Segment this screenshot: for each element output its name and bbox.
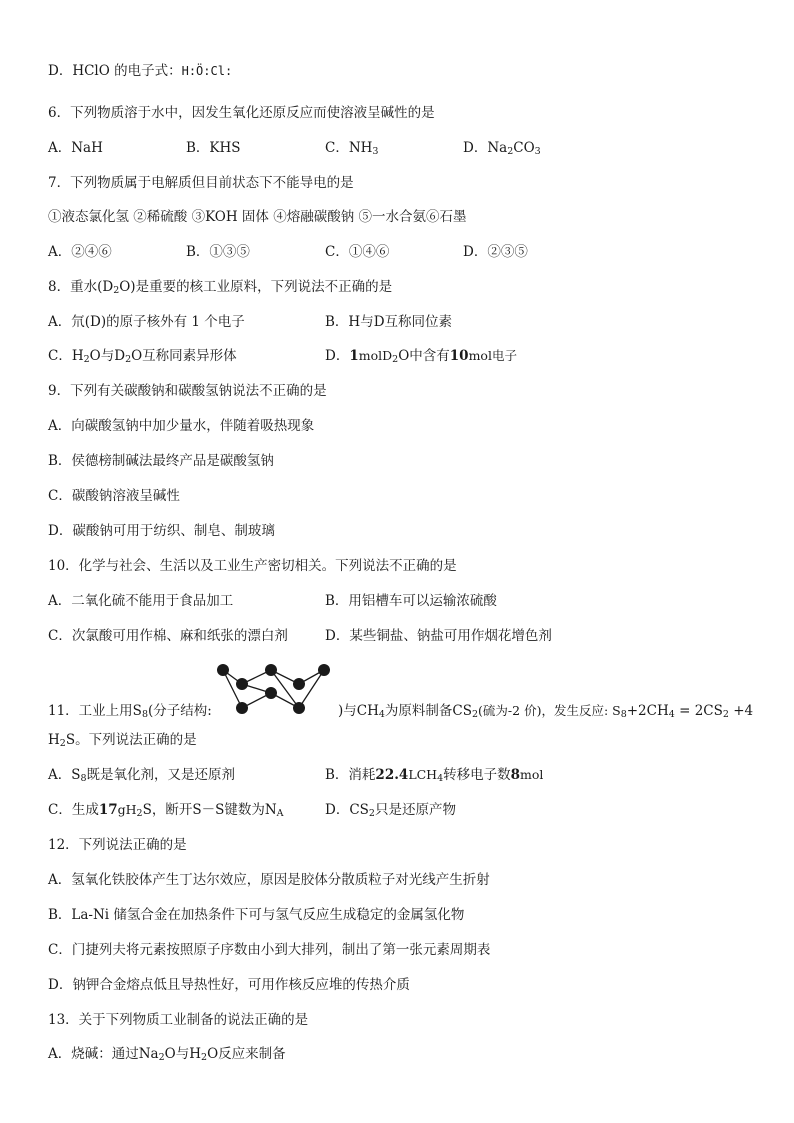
q8-d-t4: mol电子 bbox=[468, 348, 517, 363]
q11-c-t1: C．生成 bbox=[48, 802, 99, 818]
q11-a-s1: 8 bbox=[80, 773, 87, 784]
q11-l2-s1: 2 bbox=[59, 738, 66, 749]
q12-option-d: D．钠钾合金熔点低且导热性好，可用作核反应堆的传热介质 bbox=[48, 977, 410, 993]
q11-a-t1: A．S bbox=[48, 767, 81, 783]
q11-b-t3: 转移电子数 bbox=[443, 767, 511, 783]
q11-option-c bbox=[48, 801, 284, 819]
q8-option-d bbox=[325, 347, 517, 365]
q6-stem: 6．下列物质溶于水中，因发生氧化还原反应而使溶液呈碱性的是 bbox=[48, 105, 435, 121]
q11-stem-part2 bbox=[338, 702, 753, 720]
q7-list: ①液态氯化氢 ②稀硫酸 ③KOH 固体 ④熔融碳酸钠 ⑤一水合氨⑥石墨 bbox=[48, 209, 467, 225]
q8-stem-sub: 2 bbox=[113, 285, 120, 296]
q8-stem-text2: O)是重要的核工业原料，下列说法不正确的是 bbox=[119, 279, 393, 295]
q13-a-s2: 2 bbox=[201, 1052, 208, 1063]
q5-option-d-text: D．HClO 的电子式： bbox=[48, 63, 182, 79]
q11-s1: 8 bbox=[141, 709, 148, 720]
q10-option-d: D．某些铜盐、钠盐可用作烟花增色剂 bbox=[325, 628, 552, 644]
q11-c-s2: A bbox=[276, 808, 284, 819]
sulfur-atom bbox=[293, 702, 305, 714]
q11-t4: 为原料制备CS bbox=[384, 703, 472, 719]
sulfur-atom bbox=[265, 687, 277, 699]
q11-c-s1: 2 bbox=[136, 808, 143, 819]
q7-option-a: A．②④⑥ bbox=[48, 244, 112, 260]
q11-c-t2: gH bbox=[117, 802, 137, 817]
q13-option-a bbox=[48, 1045, 286, 1063]
sulfur-atom bbox=[318, 664, 330, 676]
q8-stem bbox=[48, 278, 392, 296]
sulfur-atom bbox=[217, 664, 229, 676]
q11-t1: 11．工业上用S bbox=[48, 703, 142, 719]
q13-a-t1: A．烧碱：通过Na bbox=[48, 1046, 159, 1062]
q12-option-a: A．氢氧化铁胶体产生丁达尔效应，原因是胶体分散质粒子对光线产生折射 bbox=[48, 872, 490, 888]
q11-t6: +2CH bbox=[626, 703, 669, 719]
q11-stem-part1 bbox=[48, 702, 212, 720]
sulfur-atom bbox=[236, 702, 248, 714]
q6-d-text2: CO bbox=[513, 140, 535, 156]
q7-option-c: C．①④⑥ bbox=[325, 244, 390, 260]
q11-option-b bbox=[325, 766, 543, 784]
q11-stem-line2 bbox=[48, 731, 197, 749]
q11-d-s1: 2 bbox=[368, 808, 375, 819]
q11-l2-t1: H bbox=[48, 732, 60, 748]
q12-option-c: C．门捷列夫将元素按照原子序数由小到大排列，制出了第一张元素周期表 bbox=[48, 942, 491, 958]
q11-t5: (硫为-2 价)，发生反应: S bbox=[478, 703, 621, 718]
q9-option-d: D．碳酸钠可用于纺织、制皂、制玻璃 bbox=[48, 523, 275, 539]
q8-d-t2: molD bbox=[358, 348, 393, 363]
q11-c-n1: 17 bbox=[98, 802, 118, 818]
q9-option-b: B．侯德榜制碱法最终产品是碳酸氢钠 bbox=[48, 453, 274, 469]
sulfur-atom bbox=[236, 678, 248, 690]
q10-option-a: A．二氧化硫不能用于食品加工 bbox=[48, 593, 234, 609]
q11-b-t2: LCH bbox=[408, 767, 438, 782]
q6-d-sub1: 2 bbox=[507, 146, 514, 157]
q11-s5: 4 bbox=[668, 709, 675, 720]
q8-c-t3: O互称同素异形体 bbox=[131, 348, 237, 364]
q13-stem: 13．关于下列物质工业制备的说法正确的是 bbox=[48, 1012, 309, 1028]
q6-option-b: B．KHS bbox=[186, 140, 241, 156]
q11-b-s1: 4 bbox=[437, 773, 444, 784]
q8-d-t3: O中含有 bbox=[398, 348, 450, 364]
sulfur-atom bbox=[265, 664, 277, 676]
q9-option-a: A．向碳酸氢钠中加少量水，伴随着吸热现象 bbox=[48, 418, 315, 434]
q8-option-b: B．H与D互称同位素 bbox=[325, 314, 453, 330]
s8-molecule-structure-image bbox=[212, 660, 336, 714]
q11-t2: (分子结构: bbox=[147, 703, 212, 719]
q6-option-a: A．NaH bbox=[48, 140, 103, 156]
q11-option-a bbox=[48, 766, 235, 784]
q7-option-d: D．②③⑤ bbox=[463, 244, 528, 260]
q8-c-t2: O与D bbox=[89, 348, 126, 364]
q11-option-d bbox=[325, 801, 456, 819]
q11-b-t1: B．消耗 bbox=[325, 767, 376, 783]
q13-a-t2: O与H bbox=[164, 1046, 202, 1062]
q11-s6: 2 bbox=[722, 709, 729, 720]
q12-option-b: B．La-Ni 储氢合金在加热条件下可与氢气反应生成稳定的金属氢化物 bbox=[48, 907, 465, 923]
q8-d-n1: 1 bbox=[349, 348, 359, 364]
q12-stem: 12．下列说法正确的是 bbox=[48, 837, 187, 853]
q11-t8: +4 bbox=[728, 703, 754, 719]
q10-option-c: C．次氯酸可用作棉、麻和纸张的漂白剂 bbox=[48, 628, 288, 644]
q11-a-t2: 既是氧化剂，又是还原剂 bbox=[86, 767, 236, 783]
q8-option-c bbox=[48, 347, 237, 365]
q7-option-b: B．①③⑤ bbox=[186, 244, 250, 260]
q8-d-t1: D． bbox=[325, 348, 350, 364]
q8-c-s2: 2 bbox=[125, 354, 132, 365]
q8-c-t1: C．H bbox=[48, 348, 84, 364]
q13-a-t3: O反应来制备 bbox=[207, 1046, 286, 1062]
q8-d-n2: 10 bbox=[449, 348, 469, 364]
sulfur-atom bbox=[293, 678, 305, 690]
q11-s3: 2 bbox=[472, 709, 479, 720]
q11-b-t4: mol bbox=[520, 767, 544, 782]
q6-c-sub: 3 bbox=[372, 146, 379, 157]
q11-c-t3: S，断开S－S键数为N bbox=[142, 802, 277, 818]
q10-option-b: B．用铝槽车可以运输浓硫酸 bbox=[325, 593, 497, 609]
q9-stem: 9．下列有关碳酸钠和碳酸氢钠说法不正确的是 bbox=[48, 383, 327, 399]
q11-b-n2: 8 bbox=[510, 767, 521, 783]
q11-d-t2: 只是还原产物 bbox=[374, 802, 456, 818]
q11-l2-t2: S。下列说法正确的是 bbox=[65, 732, 197, 748]
q11-t3: )与CH bbox=[338, 703, 379, 719]
q11-s4: 8 bbox=[620, 709, 627, 720]
q11-s2: 4 bbox=[378, 709, 385, 720]
q13-a-s1: 2 bbox=[158, 1052, 165, 1063]
q8-option-a: A．氘(D)的原子核外有 1 个电子 bbox=[48, 314, 245, 330]
q11-b-n1: 22.4 bbox=[375, 767, 409, 783]
q6-d-text1: D．Na bbox=[463, 140, 508, 156]
q6-option-d bbox=[463, 139, 541, 157]
q7-stem: 7．下列物质属于电解质但目前状态下不能导电的是 bbox=[48, 175, 354, 191]
q8-stem-text1: 8．重水(D bbox=[48, 279, 114, 295]
q11-t7: = 2CS bbox=[674, 703, 723, 719]
q11-d-t1: D．CS bbox=[325, 802, 369, 818]
q8-c-s1: 2 bbox=[83, 354, 90, 365]
q6-option-c bbox=[325, 139, 378, 157]
q8-d-s1: 2 bbox=[392, 354, 399, 365]
hclo-electron-formula: H:Ö:Cl: bbox=[181, 64, 233, 78]
q6-c-text: C．NH bbox=[325, 140, 373, 156]
q9-option-c: C．碳酸钠溶液呈碱性 bbox=[48, 488, 180, 504]
q6-d-sub2: 3 bbox=[534, 146, 541, 157]
q10-stem: 10．化学与社会、生活以及工业生产密切相关。下列说法不正确的是 bbox=[48, 558, 457, 574]
q5-option-d bbox=[48, 62, 232, 80]
